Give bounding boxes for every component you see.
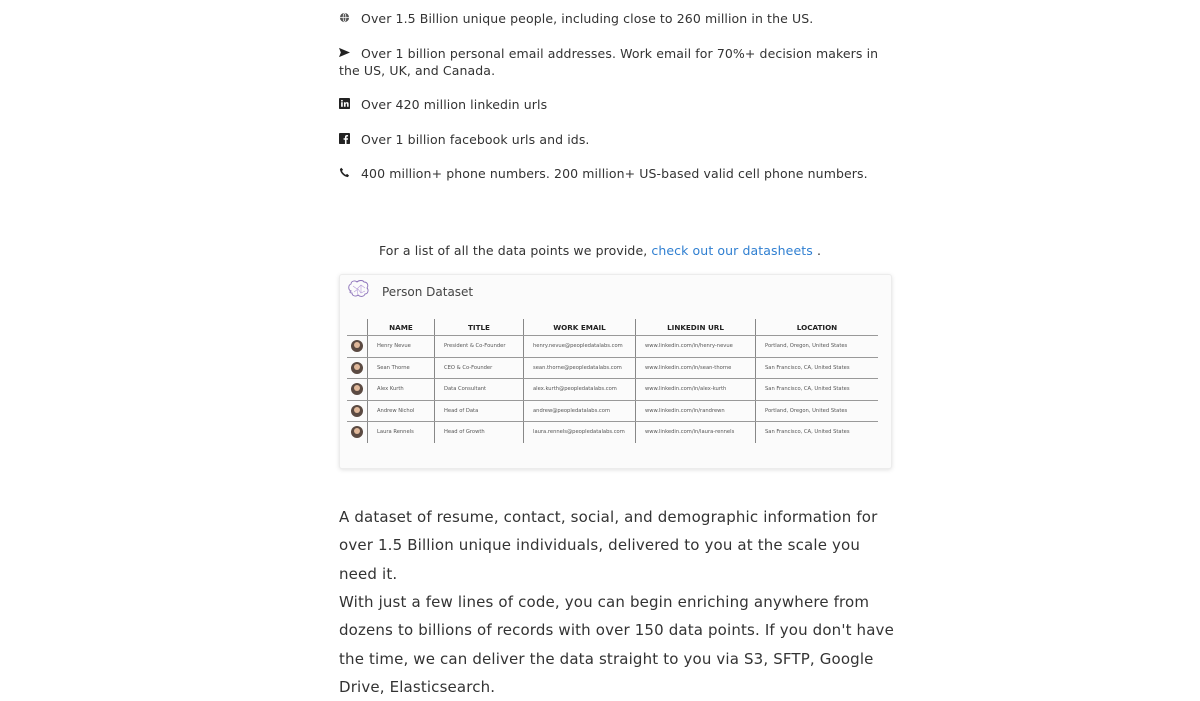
facebook-icon (339, 133, 351, 145)
avatar (351, 383, 363, 395)
name-cell: Laura Rennels (368, 422, 435, 443)
title-cell: Head of Growth (435, 422, 524, 443)
feature-text: Over 1.5 Billion unique people, including close to 260 million in the US. (361, 11, 814, 26)
avatar-cell (347, 422, 368, 443)
feature-text: Over 1 billion personal email addresses. Work email for 70%+ decision makers in the US, UK, and Canada. (339, 45, 879, 78)
person-dataset-card (339, 274, 892, 469)
intro-after: . (812, 243, 822, 258)
location-cell: Portland, Oregon, United States (756, 400, 879, 422)
feature-text: 400 million+ phone numbers. 200 million+ US-based valid cell phone numbers. (361, 166, 868, 181)
person-table (347, 319, 878, 443)
avatar-cell (347, 379, 368, 401)
avatar-cell (347, 357, 368, 379)
dataset-description: A dataset of resume, contact, social, and demographic information for over 1.5 Billion unique individuals, delivered to you at the scale you need it. (339, 508, 878, 583)
column-header-name: NAME (368, 319, 435, 336)
column-header-linkedin: LINKEDIN URL (636, 319, 756, 336)
column-header-location: LOCATION (756, 319, 879, 336)
name-cell: Henry Nevue (368, 336, 435, 358)
title-cell: Head of Data (435, 400, 524, 422)
name-cell: Alex Kurth (368, 379, 435, 401)
card-title: Person Dataset (382, 285, 474, 299)
feature-text: Over 420 million linkedin urls (361, 97, 548, 112)
linkedin-icon (339, 98, 351, 110)
linkedin-cell: www.linkedin.com/in/alex-kurth (636, 379, 756, 401)
phone-icon (339, 167, 351, 179)
avatar-cell (347, 336, 368, 358)
feature-item-facebook (339, 131, 899, 148)
table-row (347, 336, 878, 358)
table-row (347, 400, 878, 422)
datasheets-link[interactable]: check out our datasheets (651, 243, 813, 258)
linkedin-cell: www.linkedin.com/in/randrewn (636, 400, 756, 422)
feature-text: Over 1 billion facebook urls and ids. (361, 131, 590, 147)
title-cell: CEO & Co-Founder (435, 357, 524, 379)
table-row (347, 379, 878, 401)
feature-item-email (339, 45, 899, 79)
email-cell: sean.thorne@peopledatalabs.com (524, 357, 636, 379)
location-cell: Portland, Oregon, United States (756, 336, 879, 358)
table-header-row (347, 319, 878, 336)
avatar-column-header (347, 319, 368, 336)
globe-icon (339, 12, 351, 24)
avatar (351, 362, 363, 374)
column-header-email: WORK EMAIL (524, 319, 636, 336)
linkedin-cell: www.linkedin.com/in/henry-nevue (636, 336, 756, 358)
name-cell: Sean Thorne (368, 357, 435, 379)
linkedin-cell: www.linkedin.com/in/laura-rennels (636, 422, 756, 443)
email-cell: alex.kurth@peopledatalabs.com (524, 379, 636, 401)
feature-item-phone (339, 165, 899, 182)
table-row (347, 357, 878, 379)
title-cell: Data Consultant (435, 379, 524, 401)
intro-text: For a list of all the data points we provide, (378, 243, 652, 258)
feature-item-linkedin (339, 96, 899, 113)
name-cell: Andrew Nichol (368, 400, 435, 422)
avatar (351, 426, 363, 438)
enrichment-description: With just a few lines of code, you can begin enriching anywhere from dozens to billions of records with over 150 data points. If you don't have the time, we can deliver the data straight to you via S3, SFTP, Google Drive, Elasticsearch. (339, 593, 894, 696)
datasheet-intro (0, 242, 1200, 259)
table-row (347, 422, 878, 443)
location-cell: San Francisco, CA, United States (756, 357, 879, 379)
avatar-cell (347, 400, 368, 422)
email-cell: laura.rennels@peopledatalabs.com (524, 422, 636, 443)
linkedin-cell: www.linkedin.com/in/sean-thorne (636, 357, 756, 379)
feature-list (339, 10, 899, 200)
email-cell: henry.nevue@peopledatalabs.com (524, 336, 636, 358)
brain-logo-icon (346, 279, 372, 303)
location-cell: San Francisco, CA, United States (756, 422, 879, 443)
title-cell: President & Co-Founder (435, 336, 524, 358)
avatar (351, 405, 363, 417)
paper-plane-icon (339, 47, 351, 59)
email-cell: andrew@peopledatalabs.com (524, 400, 636, 422)
feature-item-people (339, 10, 899, 27)
location-cell: San Francisco, CA, United States (756, 379, 879, 401)
column-header-title: TITLE (435, 319, 524, 336)
avatar (351, 340, 363, 352)
